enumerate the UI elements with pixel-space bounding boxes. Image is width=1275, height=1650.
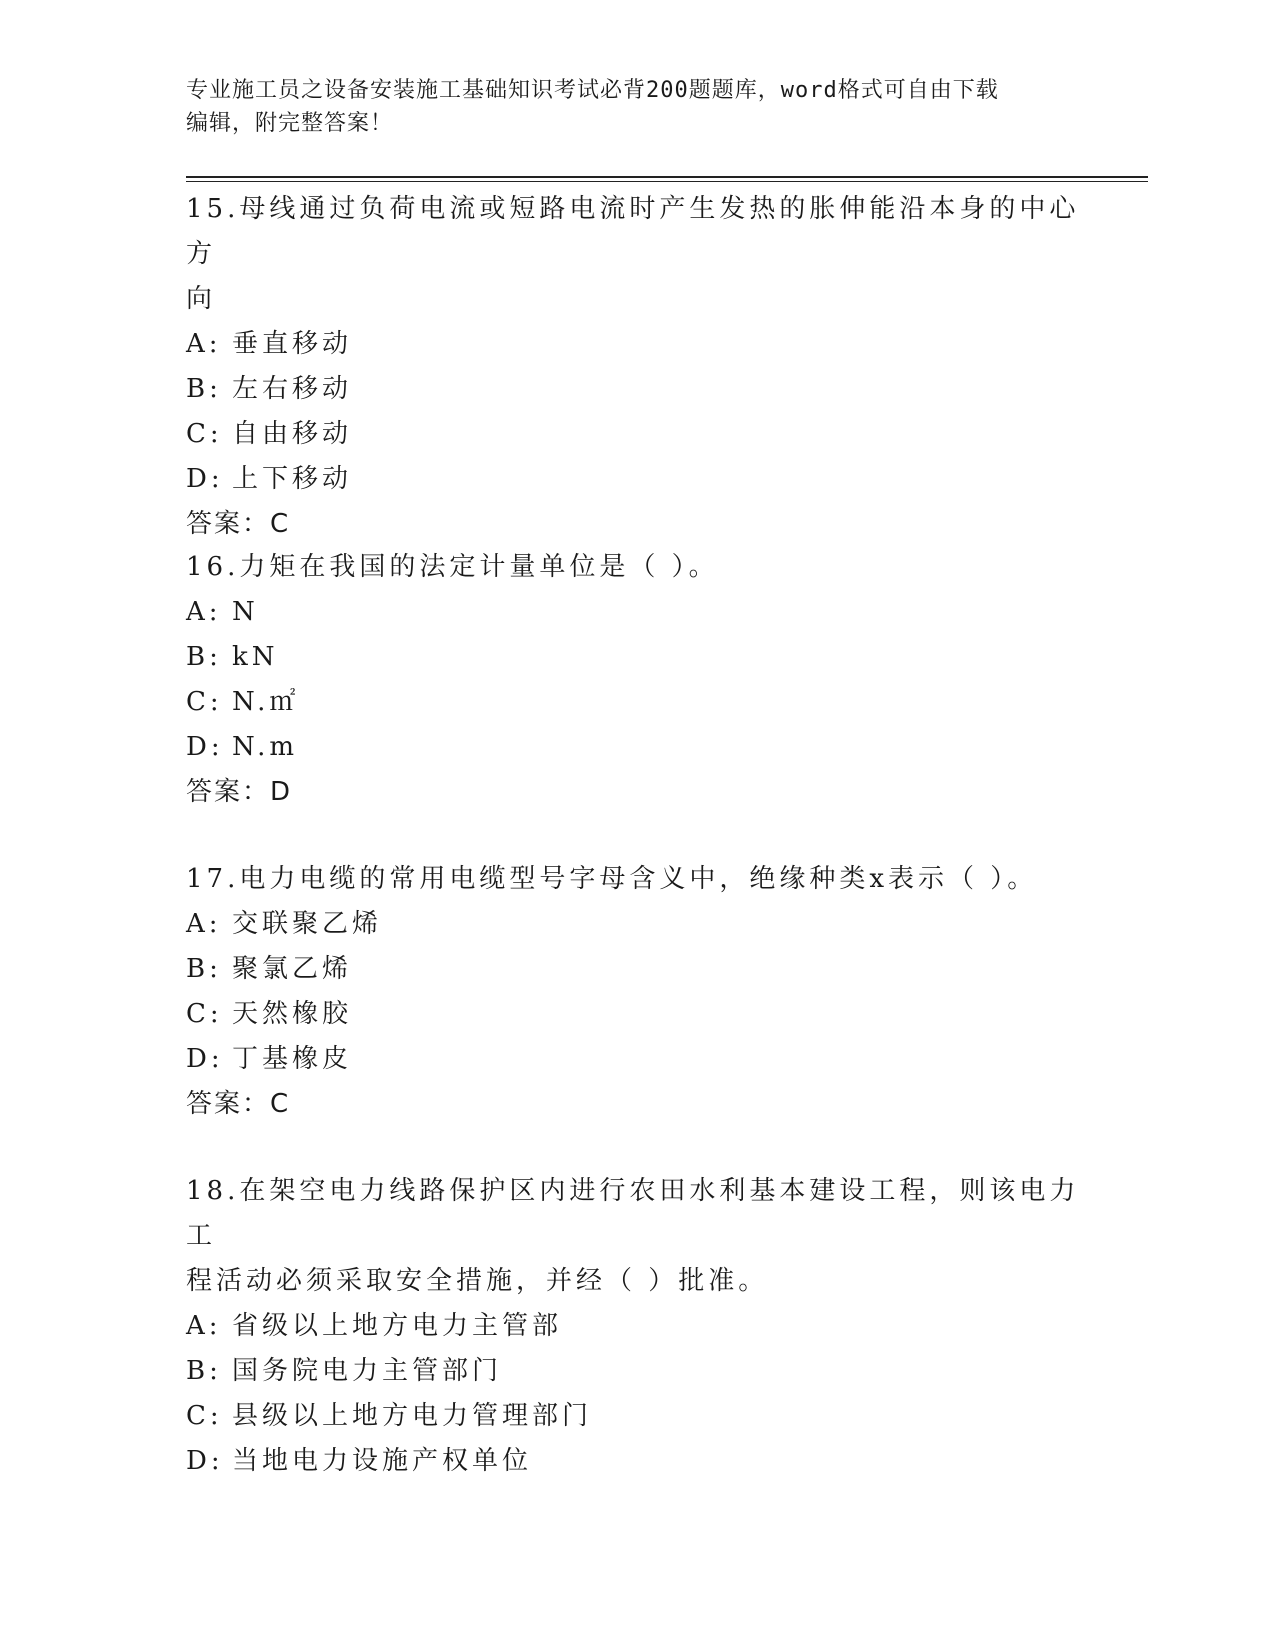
option-text: 丁基橡皮	[232, 1044, 353, 1074]
question-stem-line-2: 程活动必须采取安全措施，并经（ ）批准。	[186, 1266, 769, 1296]
answer-label: 答案：D	[186, 777, 293, 807]
option-a	[186, 902, 1086, 947]
option-text: 县级以上地方电力管理部门	[232, 1401, 593, 1431]
option-d	[186, 457, 1086, 502]
option-text: 交联聚乙烯	[232, 909, 383, 939]
option-letter: A:	[186, 1311, 222, 1341]
option-c	[186, 992, 1086, 1037]
option-letter: B:	[186, 1356, 222, 1386]
option-text: 垂直移动	[232, 329, 353, 359]
option-letter: D:	[186, 732, 224, 762]
option-letter: D:	[186, 464, 224, 494]
option-letter: C:	[186, 419, 223, 449]
option-c	[186, 680, 1086, 725]
option-letter: C:	[186, 1401, 223, 1431]
option-b	[186, 367, 1086, 412]
option-letter: D:	[186, 1446, 224, 1476]
question-stem-line-1: 16.力矩在我国的法定计量单位是（ ）。	[186, 552, 719, 582]
option-text: N.㎡	[232, 687, 300, 717]
option-letter: A:	[186, 909, 222, 939]
option-letter: B:	[186, 954, 222, 984]
option-d	[186, 1439, 1086, 1484]
option-text: 国务院电力主管部门	[232, 1356, 503, 1386]
question-stem-line-2: 向	[186, 284, 217, 314]
option-b	[186, 947, 1086, 992]
option-a	[186, 590, 1086, 635]
question-18	[186, 1169, 1086, 1484]
question-stem-line-1: 17.电力电缆的常用电缆型号字母含义中，绝缘种类x表示（ ）。	[186, 864, 1038, 894]
option-b	[186, 635, 1086, 680]
option-text: 省级以上地方电力主管部	[232, 1311, 563, 1341]
option-text: 聚氯乙烯	[232, 954, 353, 984]
question-stem-line-1: 15.母线通过负荷电流或短路电流时产生发热的胀伸能沿本身的中心方	[186, 194, 1080, 269]
option-letter: C:	[186, 999, 223, 1029]
option-text: kN	[232, 642, 279, 672]
question-17	[186, 857, 1086, 1127]
option-text: 上下移动	[232, 464, 353, 494]
option-c	[186, 412, 1086, 457]
header-divider-thick	[186, 176, 1148, 178]
option-letter: A:	[186, 329, 222, 359]
option-a	[186, 322, 1086, 367]
header-line-2: 编辑，附完整答案！	[186, 111, 394, 136]
answer-label: 答案：C	[186, 1089, 291, 1119]
option-letter: C:	[186, 687, 223, 717]
option-d	[186, 1037, 1086, 1082]
option-text: 当地电力设施产权单位	[232, 1446, 533, 1476]
question-stem-line-1: 18.在架空电力线路保护区内进行农田水利基本建设工程，则该电力工	[186, 1176, 1080, 1251]
header-divider-thin	[186, 181, 1148, 182]
header-line-1: 专业施工员之设备安装施工基础知识考试必背200题题库，word格式可自由下载	[186, 78, 999, 103]
question-16	[186, 545, 1086, 815]
option-letter: B:	[186, 642, 222, 672]
option-text: N.m	[232, 732, 299, 762]
option-a	[186, 1304, 1086, 1349]
option-letter: A:	[186, 597, 222, 627]
question-15	[186, 187, 1086, 547]
option-text: 天然橡胶	[232, 999, 353, 1029]
option-b	[186, 1349, 1086, 1394]
option-letter: B:	[186, 374, 222, 404]
option-text: 自由移动	[232, 419, 353, 449]
option-letter: D:	[186, 1044, 224, 1074]
option-text: N	[232, 597, 259, 627]
option-text: 左右移动	[232, 374, 353, 404]
option-c	[186, 1394, 1086, 1439]
answer-label: 答案：C	[186, 509, 291, 539]
document-header	[186, 74, 1086, 140]
option-d	[186, 725, 1086, 770]
